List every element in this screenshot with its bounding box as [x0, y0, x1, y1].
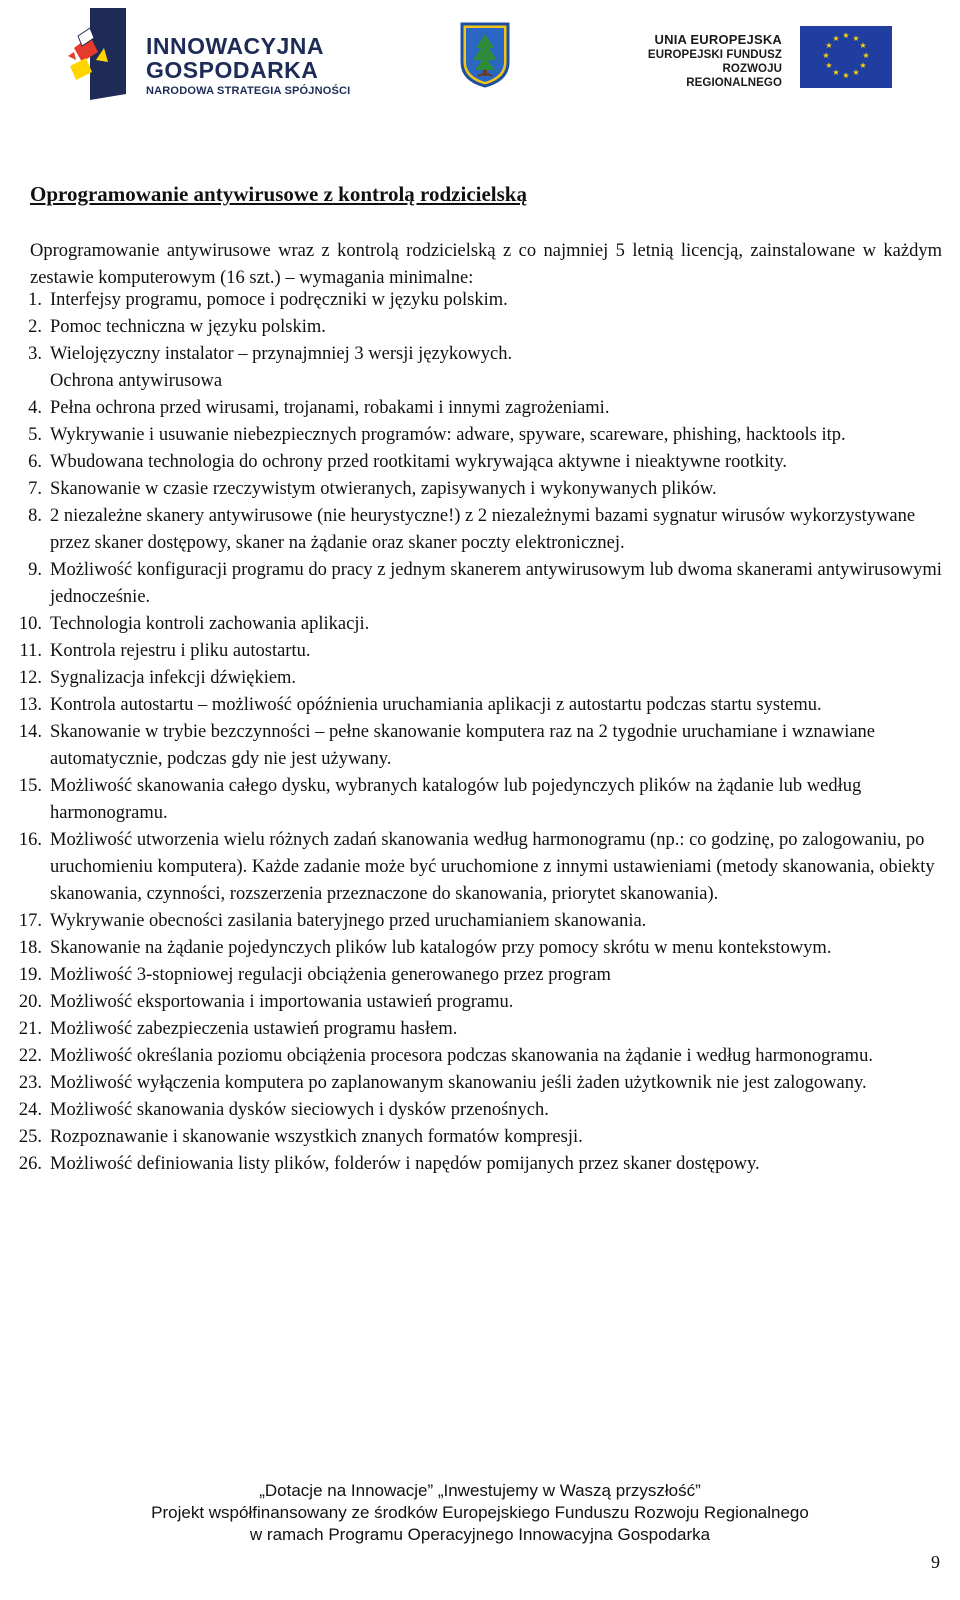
footer-programme: w ramach Programu Operacyjnego Innowacyjna Gospodarka	[249, 1525, 711, 1544]
svg-text:★: ★	[862, 51, 870, 60]
item-number: 15.	[18, 776, 42, 796]
list-item	[0, 908, 960, 935]
item-number: 2.	[28, 317, 42, 337]
item-text: Pełna ochrona przed wirusami, trojanami, robakami i innymi zagrożeniami.	[50, 398, 610, 418]
footer-slogan: „Dotacje na Innowacje” „Inwestujemy w Waszą przyszłość”	[259, 1481, 701, 1500]
item-text: Wielojęzyczny instalator – przynajmniej 3 wersji językowych.	[50, 344, 513, 364]
list-item	[0, 503, 960, 557]
item-number: 23.	[18, 1073, 42, 1093]
svg-text:★: ★	[842, 31, 850, 40]
ig-logo-line3: NARODOWA STRATEGIA SPÓJNOŚCI	[146, 85, 351, 97]
footer-cofinancing: Projekt współfinansowany ze środków Europejskiego Funduszu Rozwoju Regionalnego	[151, 1503, 809, 1522]
list-item	[0, 395, 960, 422]
list-item	[0, 1097, 960, 1124]
svg-text:★: ★	[832, 68, 840, 77]
svg-text:★: ★	[852, 68, 860, 77]
list-item	[0, 773, 960, 827]
svg-text:★: ★	[842, 71, 850, 80]
item-number: 20.	[18, 992, 42, 1012]
list-item	[0, 989, 960, 1016]
list-item	[0, 287, 960, 314]
list-item	[0, 1043, 960, 1070]
item-number: 9.	[28, 560, 42, 580]
list-item	[0, 341, 960, 368]
item-text: 2 niezależne skanery antywirusowe (nie heurystyczne!) z 2 niezależnymi bazami sygnatur wirusów wykorzystywane przez skaner dostępowy, skaner na żądanie oraz skaner poczty elektronicznej.	[50, 506, 916, 553]
list-item	[0, 692, 960, 719]
svg-text:★: ★	[859, 41, 867, 50]
ue-logo-line1: UNIA EUROPEJSKA	[654, 32, 782, 47]
item-text: Możliwość określania poziomu obciążenia procesora podczas skanowania na żądanie i według harmonogramu.	[50, 1046, 873, 1066]
item-number: 17.	[18, 911, 42, 931]
list-item	[0, 1151, 960, 1178]
item-text: Możliwość skanowania całego dysku, wybranych katalogów lub pojedynczych plików na żądanie lub według harmonogramu.	[50, 776, 862, 823]
svg-text:★: ★	[825, 61, 833, 70]
item-text: Technologia kontroli zachowania aplikacji.	[50, 614, 370, 634]
item-text: Interfejsy programu, pomoce i podręczniki w języku polskim.	[50, 290, 508, 310]
list-item	[0, 1124, 960, 1151]
item-number: 19.	[18, 965, 42, 985]
list-item	[0, 935, 960, 962]
list-item	[0, 962, 960, 989]
item-number: 4.	[28, 398, 42, 418]
item-number: 5.	[28, 425, 42, 445]
item-number: 24.	[18, 1100, 42, 1120]
item-text: Kontrola rejestru i pliku autostartu.	[50, 641, 311, 661]
list-item	[0, 476, 960, 503]
item-text: Skanowanie w czasie rzeczywistym otwieranych, zapisywanych i wykonywanych plików.	[50, 479, 717, 499]
item-number: 14.	[18, 722, 42, 742]
item-number: 25.	[18, 1127, 42, 1147]
item-number: 1.	[28, 290, 42, 310]
item-text: Możliwość eksportowania i importowania ustawień programu.	[50, 992, 514, 1012]
item-text: Wykrywanie obecności zasilania bateryjnego przed uruchamianiem skanowania.	[50, 911, 647, 931]
unia-europejska-logo	[632, 26, 892, 88]
item-number: 16.	[18, 830, 42, 850]
svg-text:★: ★	[822, 51, 830, 60]
item-number: 12.	[18, 668, 42, 688]
requirements-list	[0, 287, 960, 1178]
item-number: 8.	[28, 506, 42, 526]
item-number: 10.	[18, 614, 42, 634]
list-item	[0, 1070, 960, 1097]
ue-logo-line3: ROZWOJU REGIONALNEGO	[686, 63, 782, 89]
page-number: 9	[931, 1552, 940, 1572]
ig-logo-line2: GOSPODARKA	[146, 57, 319, 83]
item-text: Możliwość definiowania listy plików, folderów i napędów pomijanych przez skaner dostępowy.	[50, 1154, 760, 1174]
eu-flag-icon	[800, 26, 892, 88]
list-item	[0, 314, 960, 341]
item-number: 11.	[19, 641, 42, 661]
section-label: Ochrona antywirusowa	[50, 371, 223, 391]
item-number: 6.	[28, 452, 42, 472]
list-item	[0, 827, 960, 908]
item-text: Sygnalizacja infekcji dźwiękiem.	[50, 668, 297, 688]
item-number: 3.	[28, 344, 42, 364]
list-item	[0, 665, 960, 692]
item-text: Możliwość zabezpieczenia ustawień programu hasłem.	[50, 1019, 458, 1039]
ig-flag-mark-icon	[68, 8, 128, 100]
page-header	[0, 0, 960, 110]
item-text: Możliwość skanowania dysków sieciowych i dysków przenośnych.	[50, 1100, 549, 1120]
list-item	[0, 557, 960, 611]
item-text: Możliwość utworzenia wielu różnych zadań skanowania według harmonogramu (np.: co godzinę, po zalogowaniu, po uruchomieniu komputera). Każde zadanie może być uruchomione z innymi ustawieniami (metody skanowania, obiekty skanowania, czynności, rozszerzenia przeznaczone do skanowania, priorytet skanowania).	[50, 830, 935, 904]
svg-text:★: ★	[832, 34, 840, 43]
list-item	[0, 719, 960, 773]
ue-logo-line2: EUROPEJSKI FUNDUSZ	[647, 49, 782, 61]
page-footer	[0, 1480, 960, 1546]
item-number: 21.	[18, 1019, 42, 1039]
svg-text:★: ★	[859, 61, 867, 70]
innowacyjna-gospodarka-logo	[68, 8, 358, 100]
item-text: Pomoc techniczna w języku polskim.	[50, 317, 326, 337]
list-item	[0, 422, 960, 449]
item-text: Możliwość 3-stopniowej regulacji obciążenia generowanego przez program	[50, 965, 611, 985]
svg-text:★: ★	[825, 41, 833, 50]
item-text: Skanowanie na żądanie pojedynczych plików lub katalogów przy pomocy skrótu w menu kontekstowym.	[50, 938, 832, 958]
list-item	[0, 449, 960, 476]
item-text: Skanowanie w trybie bezczynności – pełne skanowanie komputera raz na 2 tygodnie uruchamiane i wznawiane automatycznie, podczas gdy nie jest używany.	[50, 722, 876, 769]
ig-logo-line1: INNOWACYJNA	[146, 33, 325, 59]
item-text: Wbudowana technologia do ochrony przed rootkitami wykrywająca aktywne i nieaktywne rootkity.	[50, 452, 788, 472]
item-number: 22.	[18, 1046, 42, 1066]
item-text: Kontrola autostartu – możliwość opóźnienia uruchamiania aplikacji z autostartu podczas startu systemu.	[50, 695, 822, 715]
document-title: Oprogramowanie antywirusowe z kontrolą rodzicielską	[30, 182, 527, 206]
coat-of-arms-tree-icon	[460, 22, 510, 88]
item-text: Możliwość wyłączenia komputera po zaplanowanym skanowaniu jeśli żaden użytkownik nie jest zalogowany.	[50, 1073, 867, 1093]
item-number: 26.	[18, 1154, 42, 1174]
list-item	[0, 1016, 960, 1043]
item-text: Rozpoznawanie i skanowanie wszystkich znanych formatów kompresji.	[50, 1127, 583, 1147]
document-intro: Oprogramowanie antywirusowe wraz z kontrolą rodzicielską z co najmniej 5 letnią licencją, zainstalowane w każdym zestawie komputerowym (16 szt.) – wymagania minimalne:	[30, 241, 942, 288]
item-number: 7.	[28, 479, 42, 499]
svg-text:★: ★	[852, 34, 860, 43]
item-text: Możliwość konfiguracji programu do pracy z jednym skanerem antywirusowym lub dwoma skanerami antywirusowymi jednocześnie.	[50, 560, 942, 607]
item-number: 18.	[18, 938, 42, 958]
item-text: Wykrywanie i usuwanie niebezpiecznych programów: adware, spyware, scareware, phishing, hacktools itp.	[50, 425, 846, 445]
list-item	[0, 611, 960, 638]
list-item	[0, 638, 960, 665]
item-number: 13.	[18, 695, 42, 715]
